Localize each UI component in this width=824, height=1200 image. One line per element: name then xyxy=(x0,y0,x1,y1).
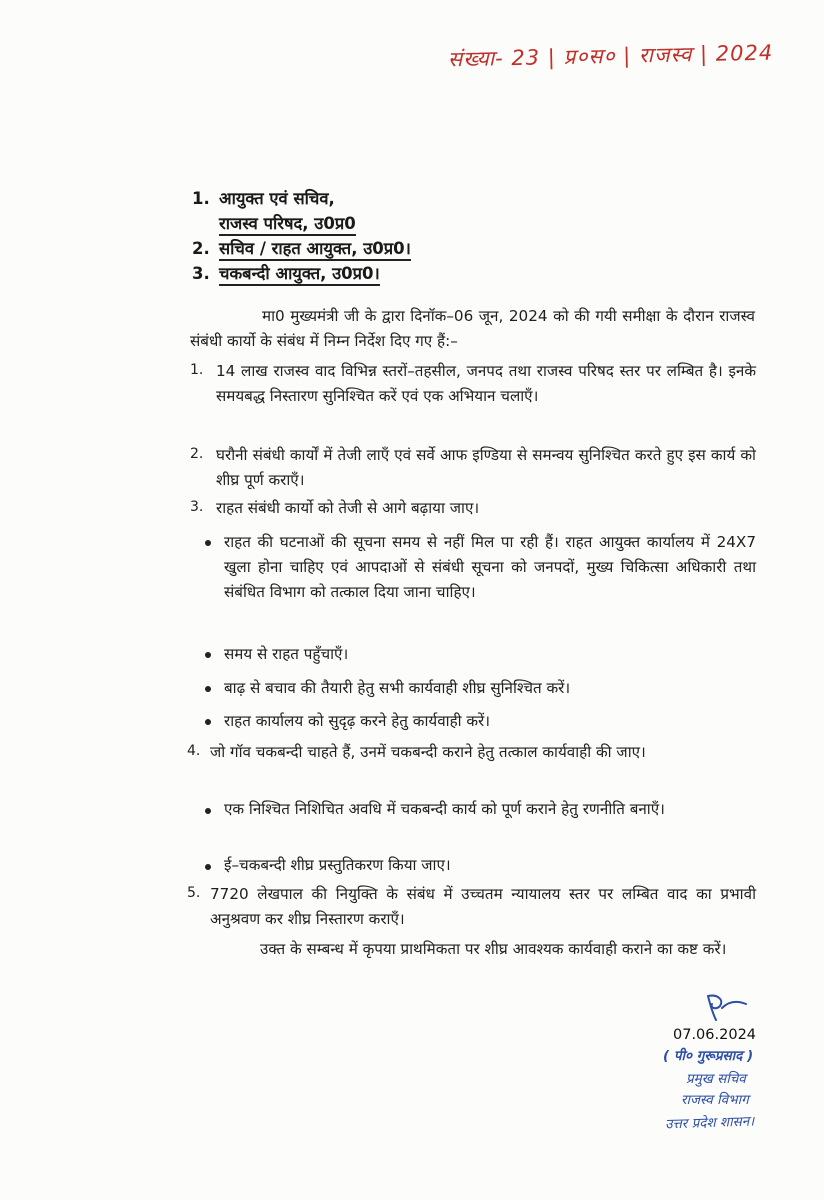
recipient-number: 2. xyxy=(192,239,210,258)
directive-number: 4. xyxy=(187,743,201,759)
recipient-number: 3. xyxy=(192,264,210,283)
signatory-designation: प्रमुख सचिव xyxy=(686,1071,746,1087)
recipient-title: सचिव / राहत आयुक्त, उ0प्र0। xyxy=(219,239,411,261)
signatory-government: उत्तर प्रदेश शासन। xyxy=(664,1113,755,1133)
bullet-dot xyxy=(205,808,211,814)
signatory-name: ( पी० गुरूप्रसाद ) xyxy=(663,1048,754,1064)
recipient-number: 1. xyxy=(192,189,210,208)
directive-1: 14 लाख राजस्व वाद विभिन्न स्तरों–तहसील, जनपद तथा राजस्व परिषद स्तर पर लम्बित है। इनके समयबद्ध निस्तारण सुनिश्चित करें एवं एक अभियान चलाएँ। xyxy=(216,362,756,405)
reference-number: संख्या- 23 | प्र०स० | राजस्व | 2024 xyxy=(447,40,774,72)
bullet-dot xyxy=(205,540,211,546)
closing-paragraph: उक्त के सम्बन्ध में कृपया प्राथमिकता पर शीघ्र आवश्यक कार्यवाही कराने का कष्ट करें। xyxy=(260,940,727,958)
signature-scribble xyxy=(702,990,752,1024)
bullet-dot xyxy=(205,719,211,725)
recipient-3 xyxy=(192,261,380,284)
directive-number: 2. xyxy=(190,446,204,462)
recipient-1 xyxy=(192,186,335,209)
recipient-office: राजस्व परिषद, उ0प्र0 xyxy=(219,214,356,236)
bullet-dot xyxy=(205,652,211,658)
directive-2: घरौनी संबंधी कार्यों में तेजी लाएँ एवं सर्वे आफ इण्डिया से समन्वय सुनिश्चित करते हुए इस कार्य को शीघ्र पूर्ण कराएँ। xyxy=(216,446,756,489)
signature-date: 07.06.2024 xyxy=(673,1027,757,1043)
recipient-title: चकबन्दी आयुक्त, उ0प्र0। xyxy=(219,264,380,286)
directive-3: राहत संबंधी कार्यो को तेजी से आगे बढ़ाया जाए। xyxy=(216,499,480,517)
directive-3-bullet-3: बाढ़ से बचाव की तैयारी हेतु सभी कार्यवाही शीघ्र सुनिश्चित करें। xyxy=(224,679,571,697)
directive-number: 3. xyxy=(190,499,204,515)
recipient-1-line2 xyxy=(219,211,356,234)
bullet-dot xyxy=(205,864,211,870)
directive-5: 7720 लेखपाल की नियुक्ति के संबंध में उच्चतम न्यायालय स्तर पर लम्बित वाद का प्रभावी अनुश्रवण कर शीघ्र निस्तारण कराएँ। xyxy=(210,885,756,928)
directive-3-bullet-1: राहत की घटनाओं की सूचना समय से नहीं मिल पा रही हैं। राहत आयुक्त कार्यालय में 24X7 खुला होना चाहिए एवं आपदाओं से संबंधी सूचना को जनपदों, मुख्य चिकित्सा अधिकारी तथा संबंधित विभाग को तत्काल दिया जाना चाहिए। xyxy=(224,533,756,601)
recipient-2 xyxy=(192,236,411,259)
directive-3-bullet-4: राहत कार्यालय को सुदृढ़ करने हेतु कार्यवाही करें। xyxy=(224,712,491,730)
directive-4-bullet-1: एक निश्चित निशिचित अवधि में चकबन्दी कार्य को पूर्ण कराने हेतु रणनीति बनाएँ। xyxy=(224,800,665,818)
directive-4: जो गॉव चकबन्दी चाहते हैं, उनमें चकबन्दी कराने हेतु तत्काल कार्यवाही की जाए। xyxy=(210,743,646,761)
directive-number: 5. xyxy=(187,885,201,901)
intro-paragraph: मा0 मुख्यमंत्री जी के द्वारा दिनॉक–06 जून, 2024 को की गयी समीक्षा के दौरान राजस्व संबंधी कार्यो के संबंध में निम्न निर्देश दिए गए हैं:– xyxy=(190,307,755,350)
recipient-title: आयुक्त एवं सचिव, xyxy=(219,189,335,208)
signatory-department: राजस्व विभाग xyxy=(681,1092,749,1108)
bullet-dot xyxy=(205,686,211,692)
directive-4-bullet-2: ई–चकबन्दी शीघ्र प्रस्तुतिकरण किया जाए। xyxy=(224,856,451,874)
directive-3-bullet-2: समय से राहत पहुँचाएँ। xyxy=(224,645,349,663)
directive-number: 1. xyxy=(190,362,204,378)
